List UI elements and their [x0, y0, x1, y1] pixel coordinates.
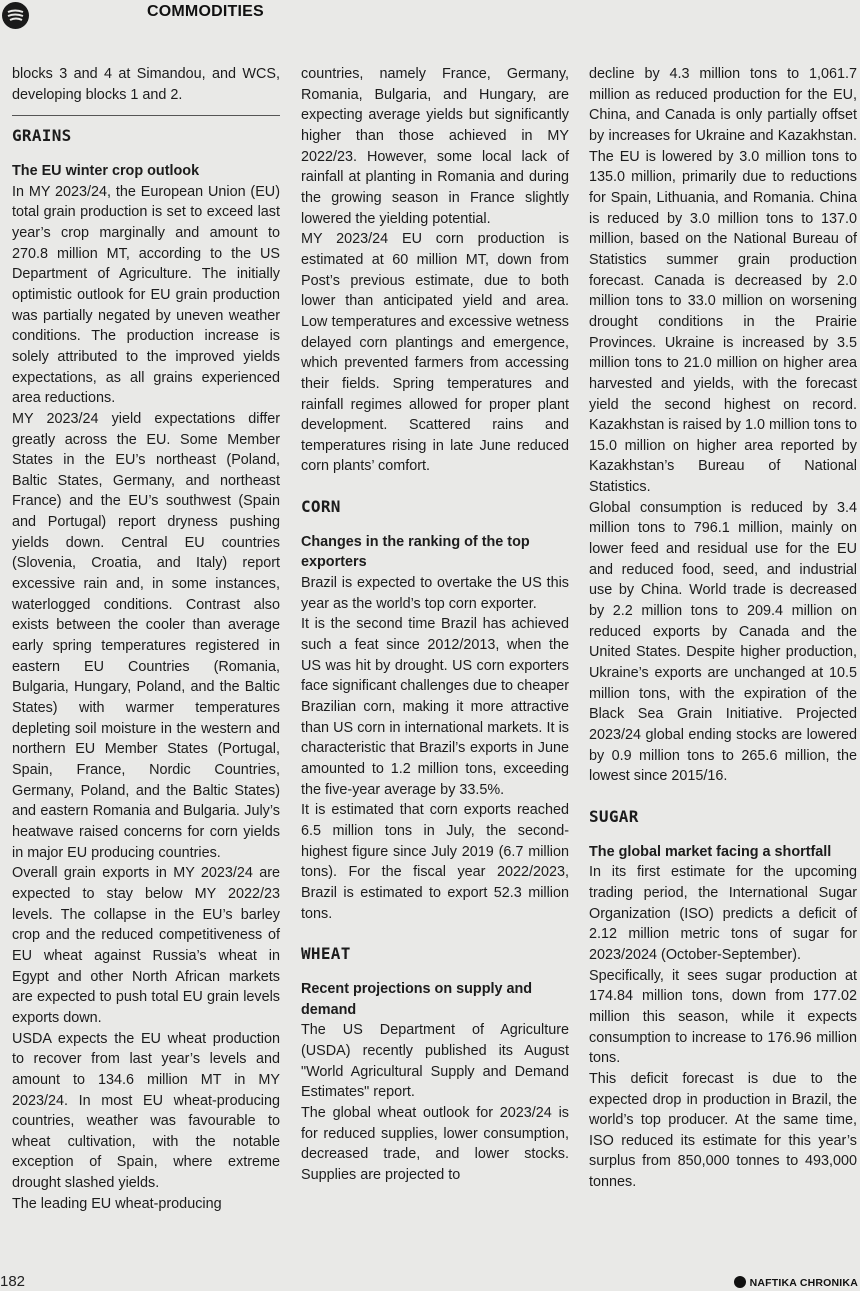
- footer-brand: [734, 1276, 858, 1289]
- paragraph: It is the second time Brazil has achieved such a feat since 2012/2013, when the US was hit by drought. US corn exporters face significant challenges due to cheaper Brazilian corn, making it more attractive than US corn in international markets. It is characteristic that Brazil’s exports in June amounted to 1.2 million tons, exceeding the five-year average by 33.5%.: [301, 616, 570, 798]
- publication-logo-icon: [2, 2, 29, 29]
- divider: [12, 115, 280, 116]
- naftika-chronika-logo-icon: [734, 1276, 746, 1288]
- column-2: [301, 64, 569, 1185]
- paragraph: blocks 3 and 4 at Simandou, and WCS, developing blocks 1 and 2.: [12, 66, 280, 103]
- paragraph: Global consumption is reduced by 3.4 million tons to 796.1 million, mainly on lower feed and residual use for the EU and reduced food, seed, and industrial use by China. World trade is decreased by 2.2 million tons to 209.4 million on reduced exports by Canada and the United States. Despite higher production, Ukraine’s exports are unchanged at 10.5 million tons, with the expiration of the Black Sea Grain Initiative. Projected 2023/24 global ending stocks are lowered by 0.9 million tons to 265.6 million, the lowest since 2015/16.: [589, 499, 857, 785]
- paragraph: Overall grain exports in MY 2023/24 are expected to stay below MY 2022/23 levels. The collapse in the EU’s barley crop and the reduced competitiveness of EU wheat against Russia’s wheat in Egypt and other North African markets are expected to push total EU grain levels exports down.: [12, 865, 280, 1026]
- heading-corn: CORN: [301, 497, 341, 517]
- heading-grains: GRAINS: [12, 126, 72, 146]
- paragraph: It is estimated that corn exports reached 6.5 million tons in July, the second-highest figure since July 2019 (6.7 million tons). For the fiscal year 2022/2023, Brazil is estimated to export 52.3 million tons.: [301, 802, 569, 922]
- paragraph: MY 2023/24 yield expectations differ greatly across the EU. Some Member States in the EU’s northeast (Poland, Baltic States, Germany, and northeast France) and the EU’s southwest (Spain and Portugal) report dryness pushing yields down. Central EU countries (Slovenia, Croatia, and Italy) report excessive rain and, in some instances, waterlogged conditions. Contrast also exists between the cooler than average early spring temperatures registered in eastern EU Countries (Romania, Bulgaria, Hungary, Poland, and the Baltic States) with warmer temperatures depleting soil moisture in the western and northern EU Member States (Portugal, Spain, France, Nordic Countries, Germany, Poland, and the Baltic States) and eastern Romania and Bulgaria. July’s heatwave raised concerns for corn yields in major EU producing countries.: [12, 410, 280, 861]
- paragraph: The leading EU wheat-producing: [12, 1195, 222, 1212]
- paragraph: countries, namely France, Germany, Romania, Bulgaria, and Hungary, are expecting average yields but significantly higher than those achieved in MY 2022/23. However, some local lack of rainfall at planting in Romania and during the growing season in France slightly lowered the yielding potential.: [301, 66, 569, 227]
- paragraph: Brazil is expected to overtake the US this year as the world’s top corn exporter.: [301, 575, 569, 612]
- paragraph: Specifically, it sees sugar production at 174.84 million tons, down from 177.02 million this season, while it expects consumption to increase to 176.96 million tons.: [589, 967, 857, 1067]
- paragraph: The US Department of Agriculture (USDA) recently published its August "World Agricultural Supply and Demand Estimates" report.: [301, 1022, 569, 1101]
- subheading: The global market facing a shortfall: [589, 843, 832, 860]
- paragraph: MY 2023/24 EU corn production is estimated at 60 million MT, down from Post’s previous estimate, due to both lower than anticipated yield and area. Low temperatures and excessive wetness delayed corn plantings and emergence, which prevented farmers from accessing their fields. Spring temperatures and rainfall regimes allowed for proper plant development. Scattered rains and temperatures rising in late June reduced corn plants’ comfort.: [301, 231, 569, 475]
- subheading: Changes in the ranking of the top exporters: [301, 533, 530, 571]
- paragraph: decline by 4.3 million tons to 1,061.7 million as reduced production for the EU, China, and Canada is only partially offset by increases for Ukraine and Kazakhstan. The EU is lowered by 3.0 million tons to 135.0 million, primarily due to reductions for Spain, Lithuania, and Romania. China is reduced by 3.0 million tons to 137.0 million, based on the National Bureau of Statistics summer grain production forecast. Canada is decreased by 2.0 million tons to 33.0 million on worsening drought conditions in the Prairie Provinces. Ukraine is increased by 3.5 million tons to 21.0 million on higher area harvested and yields, with the forecast yield the second highest on record. Kazakhstan is raised by 1.0 million tons to 15.0 million on higher area reported by Kazakhstan’s Bureau of National Statistics.: [589, 66, 857, 496]
- brand-name: NAFTIKA CHRONIKA: [749, 1277, 858, 1289]
- column-3: [589, 64, 857, 1193]
- paragraph: This deficit forecast is due to the expected drop in production in Brazil, the world’s top producer. At the same time, ISO reduced its estimate for this year’s surplus from 850,000 tonnes to 493,000 tonnes.: [589, 1070, 857, 1191]
- paragraph: USDA expects the EU wheat production to recover from last year’s levels and amount to 134.6 million MT in MY 2023/24. In most EU wheat-producing countries, weather was favourable to wheat cultivation, with the notable exception of Spain, where extreme drought slashed yields.: [12, 1030, 280, 1192]
- paragraph: In its first estimate for the upcoming trading period, the International Sugar Organization (ISO) predicts a deficit of 2.12 million metric tons of sugar for 2023/2024 (October-September).: [589, 864, 857, 963]
- paragraph: The global wheat outlook for 2023/24 is for reduced supplies, lower consumption, decreased trade, and lower stocks. Supplies are projected to: [301, 1104, 569, 1183]
- heading-wheat: WHEAT: [301, 944, 351, 964]
- column-1: [12, 64, 280, 1214]
- subheading: The EU winter crop outlook: [12, 162, 200, 179]
- page-number: 182: [0, 1273, 26, 1290]
- paragraph: In MY 2023/24, the European Union (EU) total grain production is set to exceed last year’s crop marginally and amount to 270.8 million MT, according to the US Department of Agriculture. The initially optimistic outlook for EU grain production was partially negated by uneven weather conditions. The production increase is solely attributed to the improved yields expectations, as all grains experienced area reductions.: [12, 183, 280, 407]
- subheading: Recent projections on supply and demand: [301, 980, 533, 1018]
- heading-sugar: SUGAR: [589, 806, 639, 826]
- page-header: [0, 0, 860, 34]
- section-title: COMMODITIES: [147, 3, 264, 20]
